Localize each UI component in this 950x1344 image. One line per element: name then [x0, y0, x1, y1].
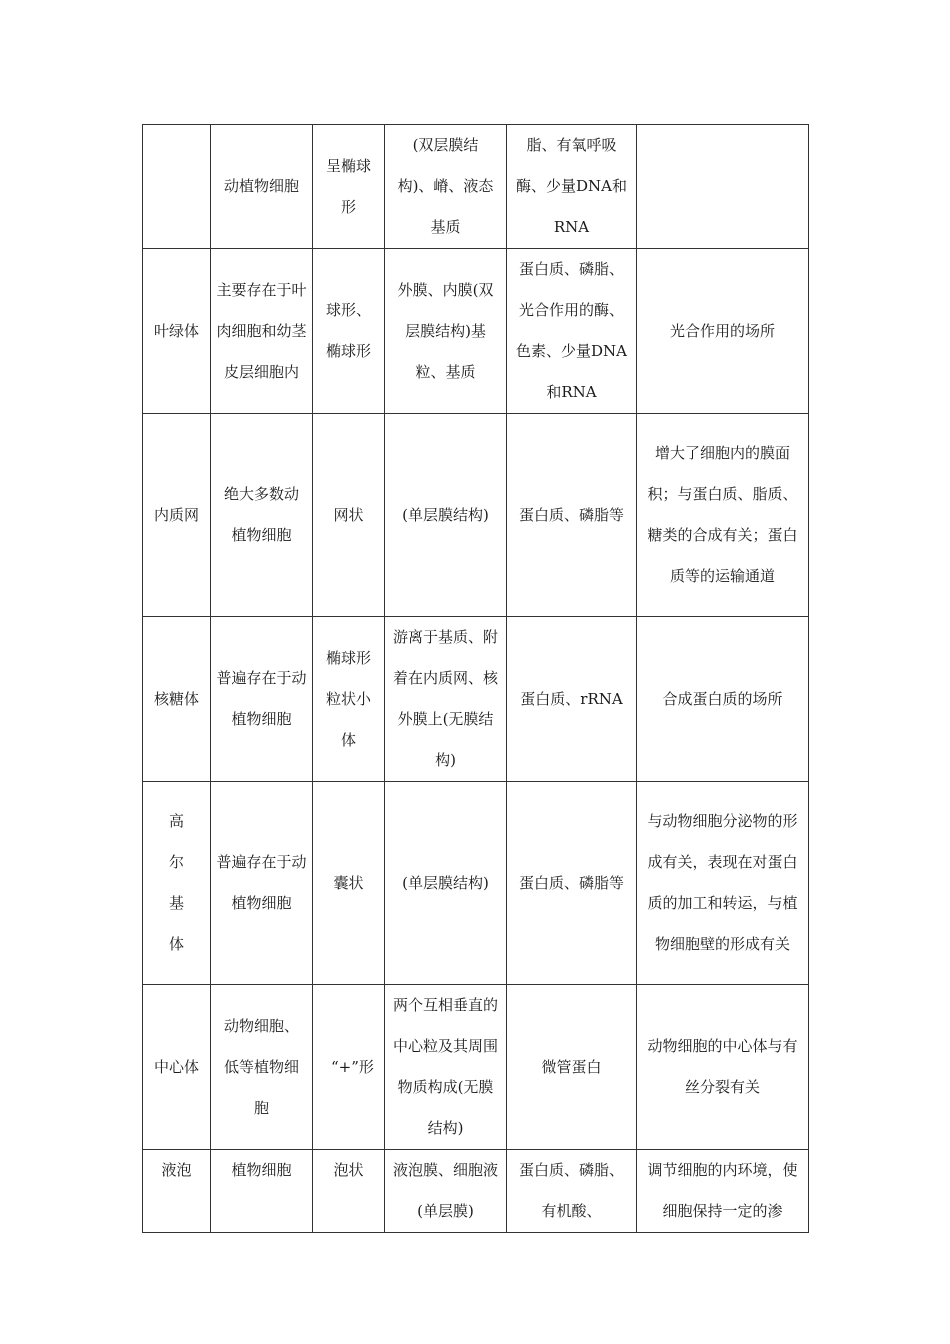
organelle-name-cell: 核糖体 — [143, 617, 211, 782]
organelle-name-cell: 中心体 — [143, 985, 211, 1150]
structure-cell: (单层膜结构) — [385, 782, 507, 985]
shape-cell: 呈椭球形 — [313, 125, 385, 249]
structure-cell: 液泡膜、细胞液(单层膜) — [385, 1150, 507, 1233]
table-row — [143, 249, 809, 414]
components-cell: 脂、有氧呼吸酶、少量DNA和RNA — [507, 125, 637, 249]
components-cell: 微管蛋白 — [507, 985, 637, 1150]
table-row — [143, 1150, 809, 1233]
table-row — [143, 414, 809, 617]
components-cell: 蛋白质、磷脂等 — [507, 782, 637, 985]
function-cell: 光合作用的场所 — [637, 249, 809, 414]
shape-cell: 球形、椭球形 — [313, 249, 385, 414]
shape-cell: “+”形 — [313, 985, 385, 1150]
organelle-name-cell: 内质网 — [143, 414, 211, 617]
organelle-table — [142, 124, 809, 1233]
function-cell: 合成蛋白质的场所 — [637, 617, 809, 782]
distribution-cell: 动植物细胞 — [211, 125, 313, 249]
components-cell: 蛋白质、磷脂、光合作用的酶、色素、少量DNA和RNA — [507, 249, 637, 414]
table-row — [143, 125, 809, 249]
components-cell: 蛋白质、磷脂等 — [507, 414, 637, 617]
name-char: 高 — [168, 812, 184, 830]
organelle-name-cell — [143, 782, 211, 985]
shape-cell: 泡状 — [313, 1150, 385, 1233]
distribution-cell: 普遍存在于动植物细胞 — [211, 617, 313, 782]
distribution-cell: 动物细胞、低等植物细胞 — [211, 985, 313, 1150]
table-row — [143, 782, 809, 985]
distribution-cell: 主要存在于叶肉细胞和幼茎皮层细胞内 — [211, 249, 313, 414]
name-char: 尔 — [168, 853, 184, 871]
organelle-name-cell: 叶绿体 — [143, 249, 211, 414]
distribution-cell: 普遍存在于动植物细胞 — [211, 782, 313, 985]
function-cell: 与动物细胞分泌物的形成有关，表现在对蛋白质的加工和转运，与植物细胞壁的形成有关 — [637, 782, 809, 985]
function-cell: 动物细胞的中心体与有丝分裂有关 — [637, 985, 809, 1150]
structure-cell: 游离于基质、附着在内质网、核外膜上(无膜结构) — [385, 617, 507, 782]
structure-cell: 外膜、内膜(双层膜结构)基粒、基质 — [385, 249, 507, 414]
shape-cell: 网状 — [313, 414, 385, 617]
name-char: 体 — [168, 935, 184, 953]
distribution-cell: 植物细胞 — [211, 1150, 313, 1233]
shape-cell: 椭球形粒状小体 — [313, 617, 385, 782]
components-cell: 蛋白质、磷脂、有机酸、 — [507, 1150, 637, 1233]
structure-cell: (双层膜结构)、嵴、液态基质 — [385, 125, 507, 249]
structure-cell: 两个互相垂直的中心粒及其周围物质构成(无膜结构) — [385, 985, 507, 1150]
table-row — [143, 617, 809, 782]
components-cell: 蛋白质、rRNA — [507, 617, 637, 782]
name-char: 基 — [168, 894, 184, 912]
shape-cell: 囊状 — [313, 782, 385, 985]
organelle-name-cell — [143, 125, 211, 249]
function-cell: 增大了细胞内的膜面积；与蛋白质、脂质、糖类的合成有关；蛋白质等的运输通道 — [637, 414, 809, 617]
structure-cell: (单层膜结构) — [385, 414, 507, 617]
function-cell: 调节细胞的内环境，使细胞保持一定的渗 — [637, 1150, 809, 1233]
function-cell — [637, 125, 809, 249]
table-row — [143, 985, 809, 1150]
distribution-cell: 绝大多数动植物细胞 — [211, 414, 313, 617]
organelle-name-cell: 液泡 — [143, 1150, 211, 1233]
